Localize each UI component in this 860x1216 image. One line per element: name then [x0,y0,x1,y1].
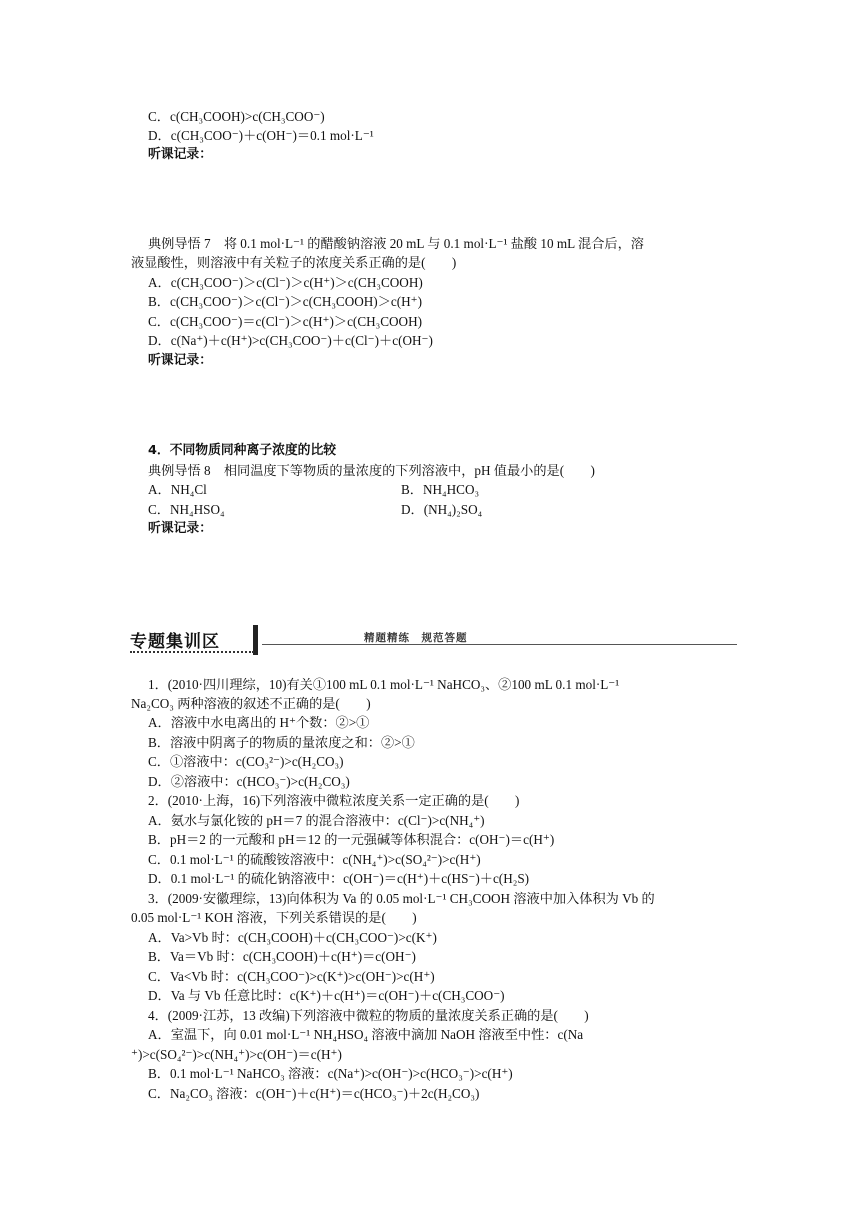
section-header-subtitle: 精题精练 规范答题 [364,632,468,644]
q4-option-b: B．0.1 mol·L⁻¹ NaHCO₃ 溶液：c(Na⁺)>c(OH⁻)>c(HCO₃⁻)>c(H⁺) [148,1066,513,1081]
example-7-option-a: A．c(CH₃COO⁻)＞c(Cl⁻)＞c(H⁺)＞c(CH₃COOH) [148,275,423,290]
q1-option-b: B．溶液中阴离子的物质的量浓度之和：②>① [148,735,415,750]
notes-label: 听课记录： [148,147,212,162]
q3-option-c: C．Va<Vb 时：c(CH₃COO⁻)>c(K⁺)>c(OH⁻)>c(H⁺) [148,969,435,984]
section-header-rule [262,644,737,645]
example-7-option-d: D．c(Na⁺)＋c(H⁺)>c(CH₃COO⁻)＋c(Cl⁻)＋c(OH⁻) [148,333,433,348]
q1-option-c: C．①溶液中：c(CO₃²⁻)>c(H₂CO₃) [148,754,344,769]
example-7-line-2: 液显酸性，则溶液中有关粒子的浓度关系正确的是( ) [131,255,457,270]
notes-label: 听课记录： [148,353,212,368]
example-8-option-c: C．NH₄HSO₄ [148,502,225,517]
example-8-option-d: D．(NH₄)₂SO₄ [401,502,483,517]
q1-line-1: 1．(2010·四川理综，10)有关①100 mL 0.1 mol·L⁻¹ NaHCO₃、②100 mL 0.1 mol·L⁻¹ [148,677,620,692]
q2-option-d: D．0.1 mol·L⁻¹ 的硫化钠溶液中：c(OH⁻)＝c(H⁺)＋c(HS⁻)＋c(H₂S) [148,871,530,886]
example-7-line-1: 典例导悟 7 将 0.1 mol·L⁻¹ 的醋酸钠溶液 20 mL 与 0.1 mol·L⁻¹ 盐酸 10 mL 混合后，溶 [148,236,644,251]
example-7-option-c: C．c(CH₃COO⁻)＝c(Cl⁻)＞c(H⁺)＞c(CH₃COOH) [148,314,423,329]
section-header-dots [130,651,254,653]
q2-option-c: C．0.1 mol·L⁻¹ 的硫酸铵溶液中：c(NH₄⁺)>c(SO₄²⁻)>c(H⁺) [148,852,481,867]
q2-option-b: B．pH＝2 的一元酸和 pH＝12 的一元强碱等体积混合：c(OH⁻)＝c(H⁺) [148,832,555,847]
section-header-title: 专题集训区 [130,632,220,652]
example-8-option-b: B．NH₄HCO₃ [401,482,480,497]
q4-option-c: C．Na₂CO₃ 溶液：c(OH⁻)＋c(H⁺)＝c(HCO₃⁻)＋2c(H₂CO₃) [148,1086,480,1101]
section-heading: 4．不同物质同种离子浓度的比较 [148,443,337,458]
q3-option-a: A．Va>Vb 时：c(CH₃COOH)＋c(CH₃COO⁻)>c(K⁺) [148,930,437,945]
q3-line-1: 3．(2009·安徽理综，13)向体积为 Va 的 0.05 mol·L⁻¹ CH₃COOH 溶液中加入体积为 Vb 的 [148,891,655,906]
q2-option-a: A．氨水与氯化铵的 pH＝7 的混合溶液中：c(Cl⁻)>c(NH₄⁺) [148,813,485,828]
notes-label: 听课记录： [148,521,212,536]
example-7-option-b: B．c(CH₃COO⁻)＞c(Cl⁻)＞c(CH₃COOH)＞c(H⁺) [148,294,423,309]
q2-question: 2．(2010·上海，16)下列溶液中微粒浓度关系一定正确的是( ) [148,793,520,808]
q1-option-d: D．②溶液中：c(HCO₃⁻)>c(H₂CO₃) [148,774,350,789]
q4-option-a-line-2: ⁺)>c(SO₄²⁻)>c(NH₄⁺)>c(OH⁻)＝c(H⁺) [131,1047,342,1062]
q3-option-b: B．Va＝Vb 时：c(CH₃COOH)＋c(H⁺)＝c(OH⁻) [148,949,416,964]
q3-option-d: D．Va 与 Vb 任意比时：c(K⁺)＋c(H⁺)＝c(OH⁻)＋c(CH₃COO⁻) [148,988,505,1003]
q4-question: 4．(2009·江苏，13 改编)下列溶液中微粒的物质的量浓度关系正确的是( ) [148,1008,589,1023]
q4-option-a-line-1: A．室温下，向 0.01 mol·L⁻¹ NH₄HSO₄ 溶液中滴加 NaOH 溶液至中性：c(Na [148,1027,584,1042]
example-8-option-a: A．NH₄Cl [148,482,207,497]
q1-line-2: Na₂CO₃ 两种溶液的叙述不正确的是( ) [131,696,371,711]
q1-option-a: A．溶液中水电离出的 H⁺个数：②>① [148,715,370,730]
option-c: C．c(CH₃COOH)>c(CH₃COO⁻) [148,109,325,124]
example-8-question: 典例导悟 8 相同温度下等物质的量浓度的下列溶液中，pH 值最小的是( ) [148,463,595,478]
option-d: D．c(CH₃COO⁻)＋c(OH⁻)＝0.1 mol·L⁻¹ [148,128,374,143]
q3-line-2: 0.05 mol·L⁻¹ KOH 溶液，下列关系错误的是( ) [131,910,417,925]
